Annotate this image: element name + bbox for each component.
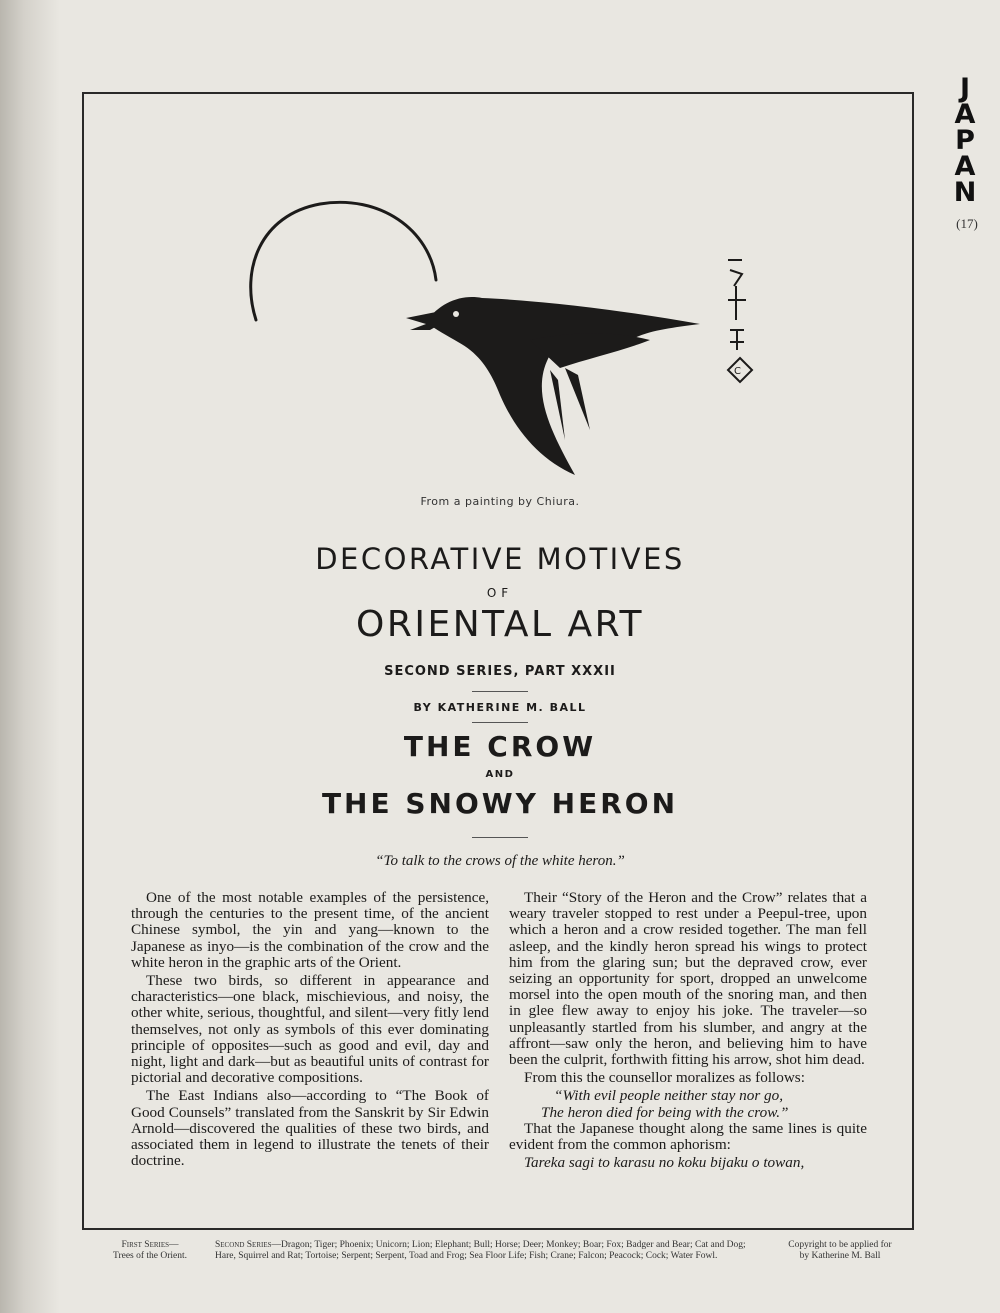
crow-eye xyxy=(453,311,459,317)
footer-second-series xyxy=(215,1240,763,1262)
aphorism-line: Tareka sagi to karasu no koku bijaku o towan, xyxy=(524,1154,805,1172)
footer-text: Trees of the Orient. xyxy=(112,1251,188,1261)
left-column xyxy=(131,890,489,1171)
divider-rule xyxy=(472,837,528,838)
heading-decorative-motives: DECORATIVE MOTIVES xyxy=(315,542,685,576)
footer-label: First Series— xyxy=(121,1240,179,1250)
side-title-letter: P xyxy=(955,125,975,156)
paragraph: From this the counsellor moralizes as follows: xyxy=(524,1069,805,1087)
article-title-and: AND xyxy=(485,769,515,780)
side-title-letter: N xyxy=(953,177,977,208)
paragraph: One of the most notable examples of the persistence, through the centuries to the present time, of the ancient Chinese symbol, the yin and yang—known to the Japanese as inyo—is the combination of the crow and the white heron in the graphic arts of the Orient. xyxy=(131,889,489,971)
series-label: SECOND SERIES, PART XXXII xyxy=(384,664,616,679)
paragraph: These two birds, so different in appearance and characteristics—one black, mischievious, and noisy, the other white, serious, thoughtful, and silent—very fitly lend themselves, not only as symbols of this ever dominating principle of opposites—such as good and evil, day and night, light and dark—but as beautiful units of contrast for pictorial and decorative compositions. xyxy=(131,972,489,1087)
divider-rule xyxy=(472,722,528,723)
article-title-crow: THE CROW xyxy=(403,730,597,763)
side-title xyxy=(948,73,982,208)
crow-figure xyxy=(406,297,700,475)
page-number: (17) xyxy=(956,216,978,231)
right-column xyxy=(509,890,867,1173)
crow-painting-illustration xyxy=(230,190,790,490)
moon-arc xyxy=(251,202,436,320)
author-byline: BY KATHERINE M. BALL xyxy=(413,701,587,714)
heading-oriental-art: ORIENTAL ART xyxy=(356,604,644,645)
divider-rule xyxy=(472,691,528,692)
epigraph: “To talk to the crows of the white heron.” xyxy=(375,853,625,869)
heading-of: OF xyxy=(486,586,514,600)
paragraph: Their “Story of the Heron and the Crow” relates that a weary traveler stopped to rest under a Peepul-tree, upon which a heron and a crow resided together. The man fell asleep, and the kindly heron spread his wings to protect him from the glaring sun; but the depraved crow, ever seizing an opportunity for sport, dropped an unwelcome morsel into the open mouth of the snoring man, and then in glee flew away to enjoy his joke. The traveler—so unpleasantly startled from his slumber, and angry at the affront—saw only the heron, and believing him to have been the culprit, forthwith fitting his arrow, shot him dead. xyxy=(509,889,867,1069)
paragraph: That the Japanese thought along the same lines is quite evident from the common aphorism: xyxy=(509,1119,867,1154)
illustration-caption: From a painting by Chiura. xyxy=(420,495,580,508)
poem-line: “With evil people neither stay nor go, xyxy=(554,1087,784,1105)
copyright-line: by Katherine M. Ball xyxy=(799,1251,881,1261)
copyright-line: Copyright to be applied for xyxy=(788,1240,892,1250)
footer-text: —Dragon; Tiger; Phoenix; Unicorn; Lion; Elephant; Bull; Horse; Deer; Monkey; Boar; Fox; Badger and Bear; Cat and Dog; Hare, Squirrel and Rat; Tortoise; Serpent; Serpent, Toad and Frog; Sea Floor Life; Fish; Crane; Falcon; Peacock; Cock; Water Fowl. xyxy=(215,1240,746,1261)
footer-first-series xyxy=(95,1240,205,1262)
footer-label: Second Series xyxy=(215,1240,272,1250)
paragraph: The East Indians also—according to “The Book of Good Counsels” translated from the Sanskrit by Sir Edwin Arnold—discovered the qualities of these two birds, and associated them in legend to illustrate the tenets of their doctrine. xyxy=(131,1087,489,1170)
artist-signature-seal xyxy=(728,260,752,382)
page-binding-shadow xyxy=(0,0,60,1313)
side-title-letter: J xyxy=(959,73,971,104)
svg-text:C: C xyxy=(734,366,741,377)
footer-copyright xyxy=(770,1240,910,1262)
side-title-letter: A xyxy=(954,99,976,130)
poem-line: The heron died for being with the crow.” xyxy=(541,1103,789,1121)
article-title-heron: THE SNOWY HERON xyxy=(321,787,679,820)
side-title-letter: A xyxy=(954,151,976,182)
